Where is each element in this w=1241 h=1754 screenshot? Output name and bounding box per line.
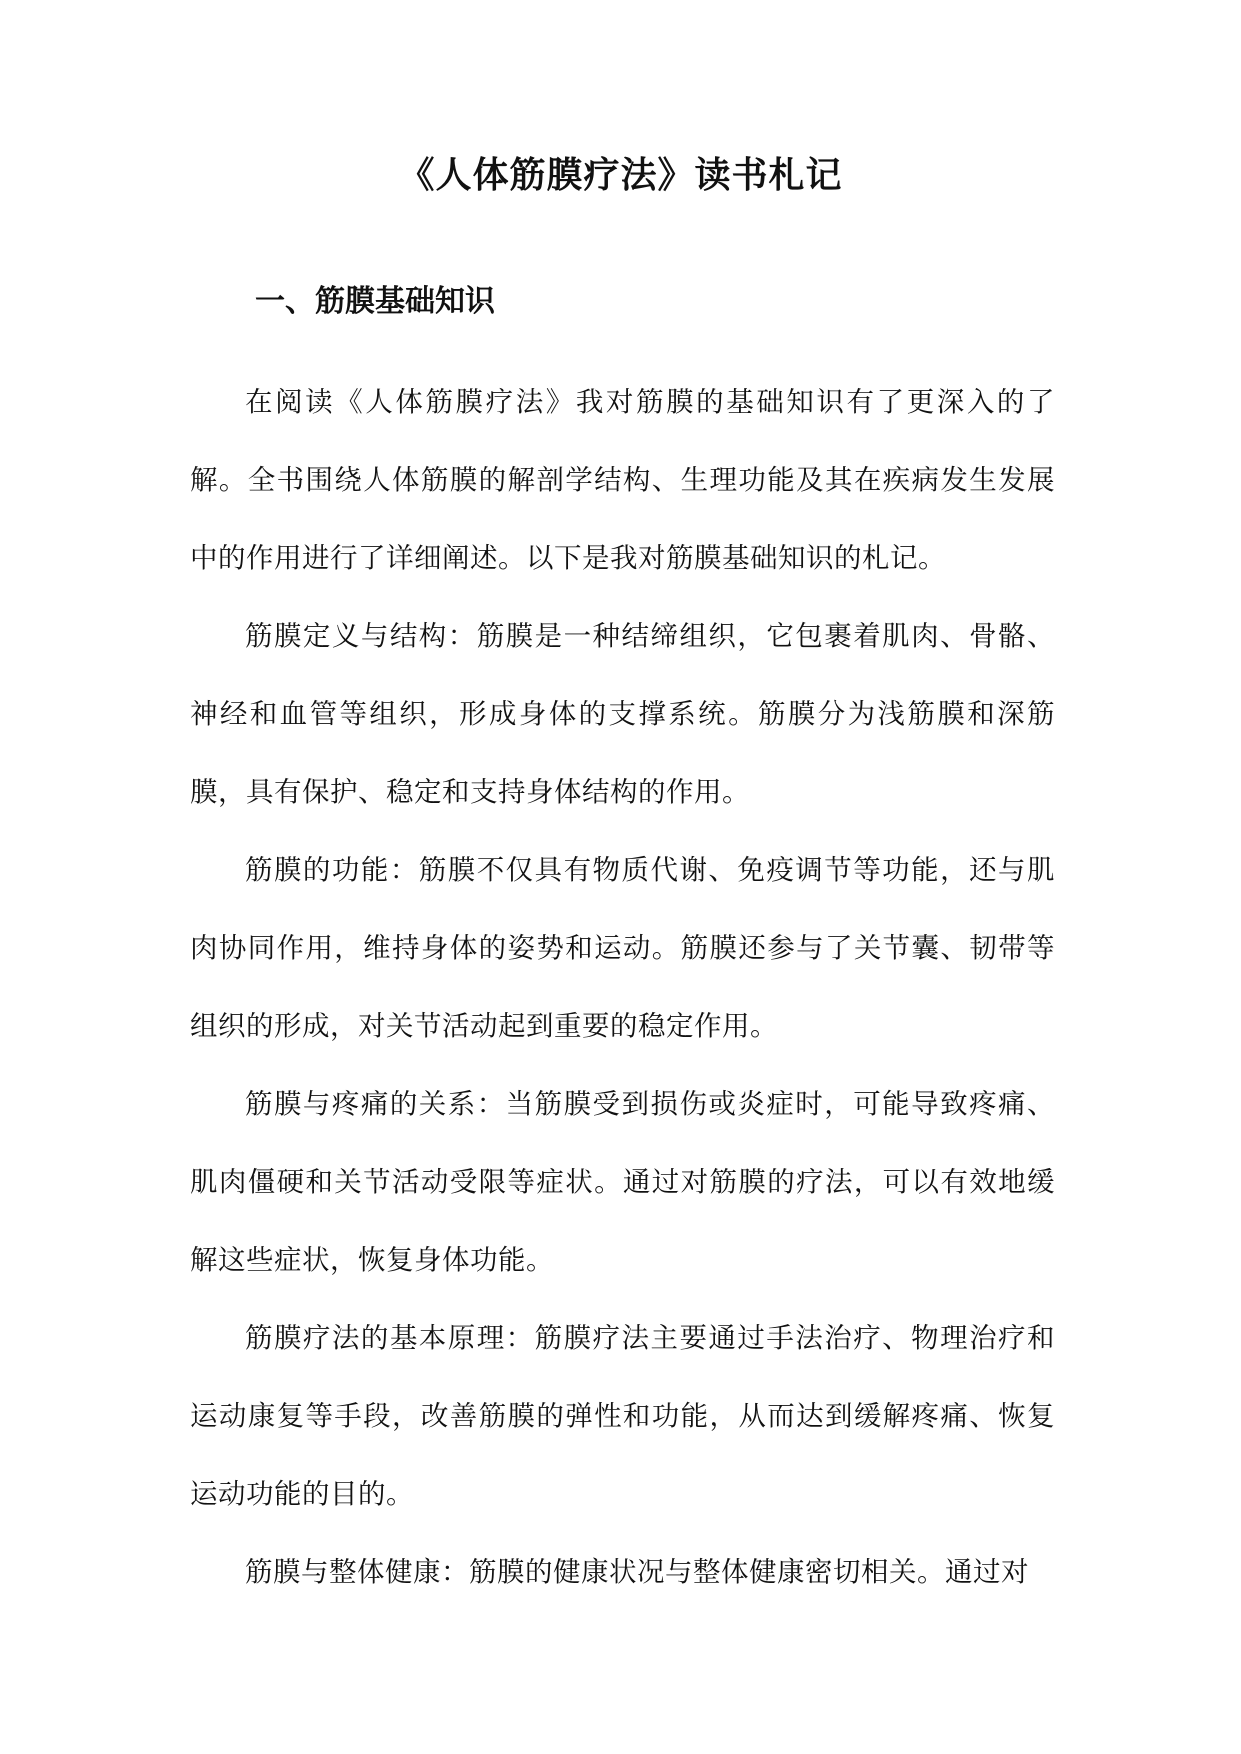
paragraph-function: 筋膜的功能：筋膜不仅具有物质代谢、免疫调节等功能，还与肌肉协同作用，维持身体的姿势和运动。筋膜还参与了关节囊、韧带等组织的形成，对关节活动起到重要的稳定作用。 xyxy=(190,854,1055,1042)
document-body xyxy=(190,363,1055,1611)
paragraph-pain-relation: 筋膜与疼痛的关系：当筋膜受到损伤或炎症时，可能导致疼痛、肌肉僵硬和关节活动受限等症状。通过对筋膜的疗法，可以有效地缓解这些症状，恢复身体功能。 xyxy=(190,1088,1055,1276)
document-title: 《人体筋膜疗法》读书札记 xyxy=(398,155,843,196)
paragraph-therapy-principle: 筋膜疗法的基本原理：筋膜疗法主要通过手法治疗、物理治疗和运动康复等手段，改善筋膜的弹性和功能，从而达到缓解疼痛、恢复运动功能的目的。 xyxy=(190,1322,1055,1510)
paragraph-overall-health: 筋膜与整体健康：筋膜的健康状况与整体健康密切相关。通过对 xyxy=(245,1556,1029,1588)
paragraph-definition-structure: 筋膜定义与结构：筋膜是一种结缔组织，它包裹着肌肉、骨骼、神经和血管等组织，形成身体的支撑系统。筋膜分为浅筋膜和深筋膜，具有保护、稳定和支持身体结构的作用。 xyxy=(190,620,1055,808)
paragraph-intro: 在阅读《人体筋膜疗法》我对筋膜的基础知识有了更深入的了解。全书围绕人体筋膜的解剖学结构、生理功能及其在疾病发生发展中的作用进行了详细阐述。以下是我对筋膜基础知识的札记。 xyxy=(190,386,1055,574)
section-heading: 一、筋膜基础知识 xyxy=(255,284,495,319)
